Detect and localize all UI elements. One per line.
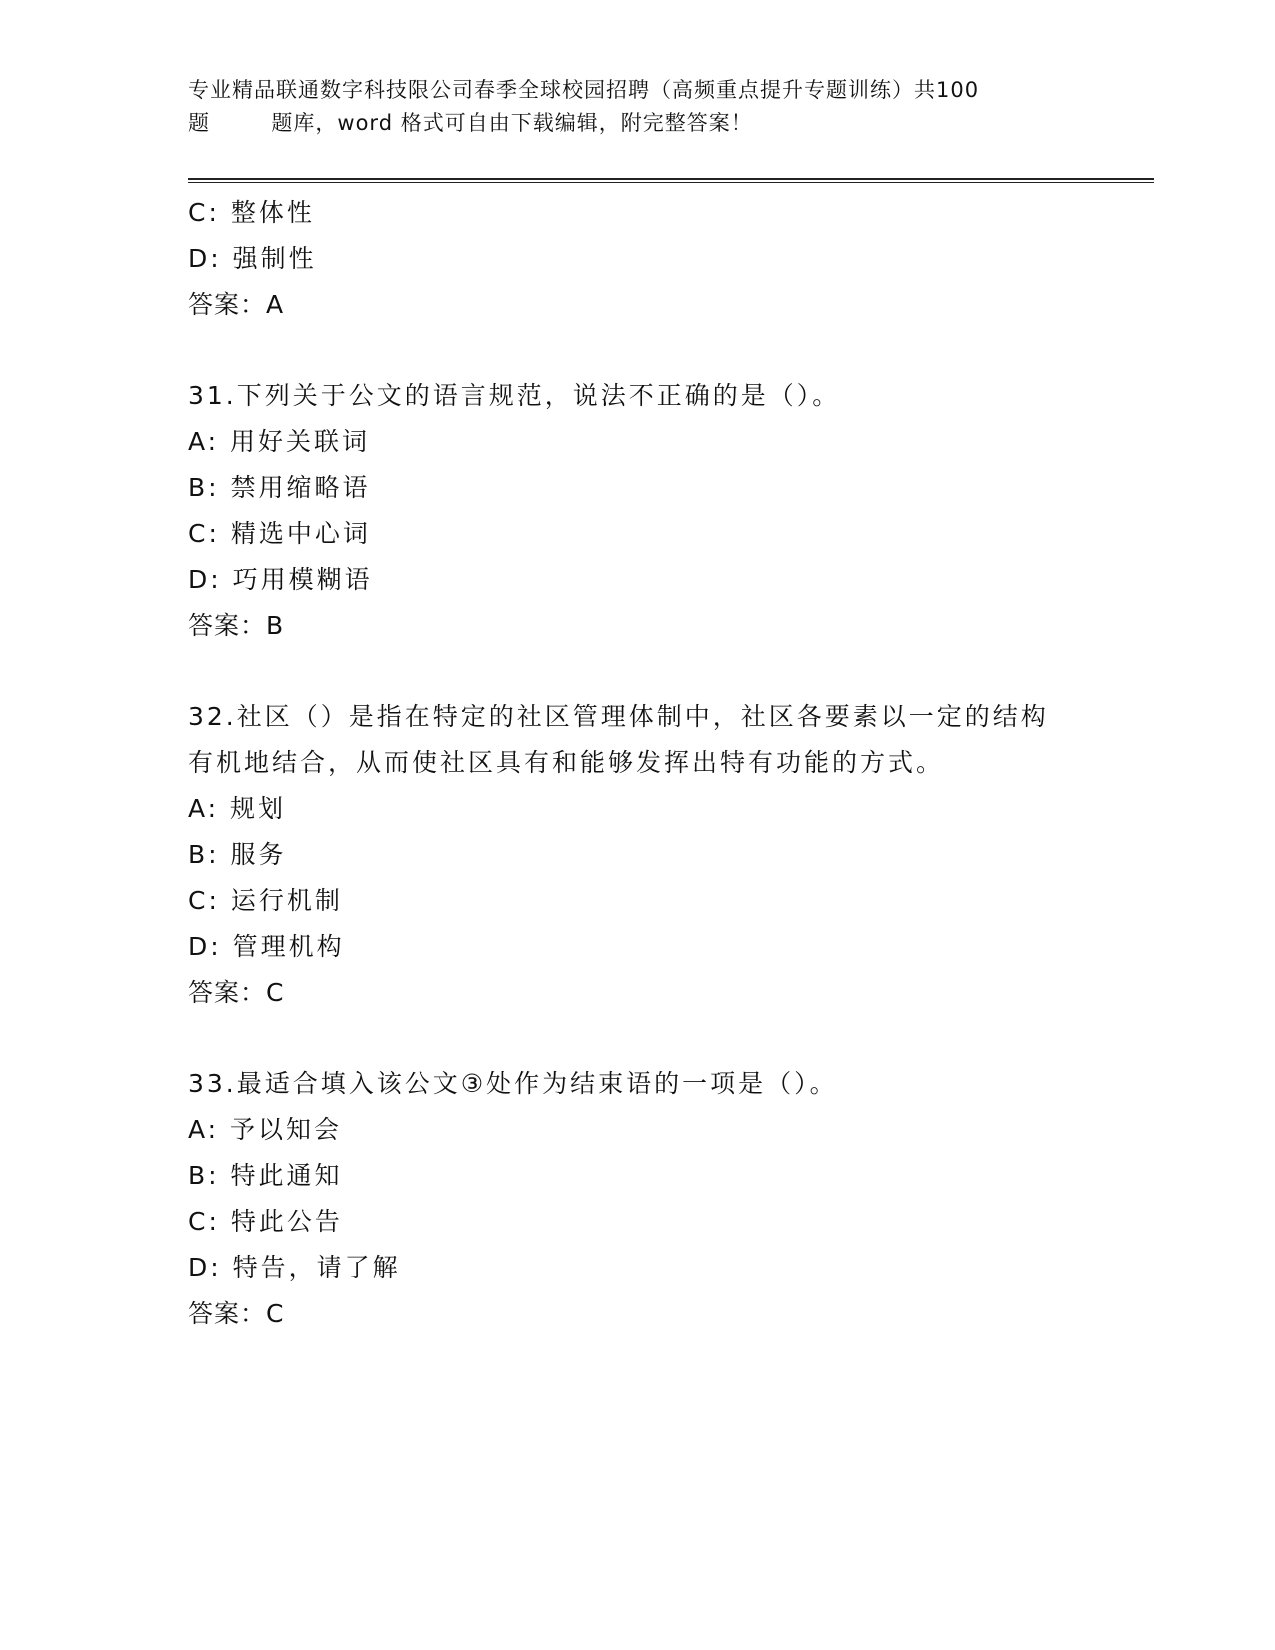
option-a: A: 予以知会 xyxy=(188,1115,343,1144)
question-text: 31.下列关于公文的语言规范，说法不正确的是（）。 xyxy=(188,381,841,410)
answer-line: 答案：C xyxy=(188,1299,285,1328)
option-c: C: 运行机制 xyxy=(188,886,343,915)
spacer xyxy=(188,328,1088,373)
option-d: D: 巧用模糊语 xyxy=(188,565,373,594)
question-33 xyxy=(188,1061,1088,1337)
option-c: C: 特此公告 xyxy=(188,1207,343,1236)
option-b: B: 特此通知 xyxy=(188,1161,343,1190)
answer-line: 答案：B xyxy=(188,611,285,640)
header-divider-thick xyxy=(188,178,1154,180)
option-d: D: 管理机构 xyxy=(188,932,345,961)
header-title-line1: 专业精品联通数字科技限公司春季全球校园招聘（高频重点提升专题训练）共100 xyxy=(188,78,980,102)
option-d: D: 特告，请了解 xyxy=(188,1253,401,1282)
question-text-line1: 32.社区（）是指在特定的社区管理体制中，社区各要素以一定的结构 xyxy=(188,702,1049,731)
answer-line: 答案：C xyxy=(188,978,285,1007)
question-30-tail xyxy=(188,190,1088,328)
header-divider-thin xyxy=(188,182,1154,183)
document-header xyxy=(188,74,1088,140)
question-text: 33.最适合填入该公文③处作为结束语的一项是（）。 xyxy=(188,1069,838,1098)
question-31 xyxy=(188,373,1088,649)
option-b: B: 服务 xyxy=(188,840,287,869)
option-a: A: 规划 xyxy=(188,794,287,823)
question-32 xyxy=(188,694,1088,1016)
question-text-line2: 有机地结合，从而使社区具有和能够发挥出特有功能的方式。 xyxy=(188,748,945,777)
header-title-line2: 题 题库，word 格式可自由下载编辑，附完整答案！ xyxy=(188,111,753,135)
question-content xyxy=(188,190,1088,1337)
option-b: B: 禁用缩略语 xyxy=(188,473,371,502)
option-c: C: 精选中心词 xyxy=(188,519,371,548)
option-a: A: 用好关联词 xyxy=(188,427,371,456)
option-d: D: 强制性 xyxy=(188,244,317,273)
spacer xyxy=(188,649,1088,694)
spacer xyxy=(188,1016,1088,1061)
option-c: C: 整体性 xyxy=(188,198,315,227)
answer-line: 答案：A xyxy=(188,290,285,319)
